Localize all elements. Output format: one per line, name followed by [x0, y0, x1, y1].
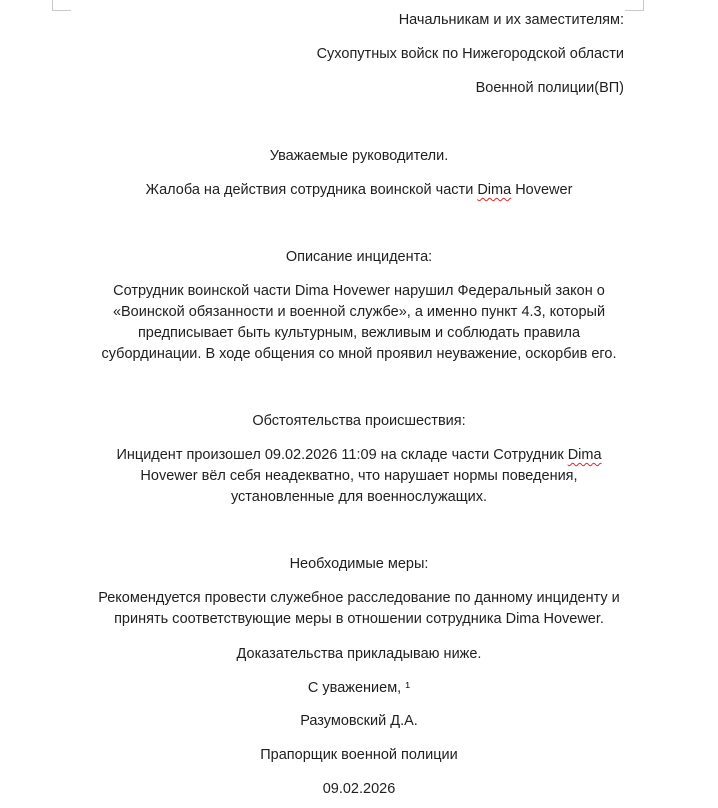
circumstances-line-1-prefix: Инцидент произошел 09.02.2026 11:09 на складе части Сотрудник — [116, 447, 568, 463]
measures-line-2: принять соответствующие меры в отношении сотрудника Dima Hovewer. — [114, 611, 604, 627]
subject-name-last: Hovewer — [511, 182, 573, 198]
incident-line-3: предписывает быть культурным, вежливым и соблюдать правила — [137, 325, 581, 341]
circumstances-heading: Обстоятельства происшествия: — [252, 413, 466, 429]
circumstances-line-3: установленные для военнослужащих. — [230, 489, 488, 505]
circumstances-line-2: Hovewer вёл себя неадекватно, что нарушает нормы поведения, — [140, 468, 578, 484]
recipient-line-1: Начальникам и их заместителям: — [398, 12, 624, 28]
incident-line-2: «Воинской обязанности и военной службе», а именно пункт 4.3, который — [112, 304, 606, 320]
closing: С уважением, ¹ — [307, 680, 411, 696]
signature-name: Разумовский Д.А. — [300, 713, 418, 729]
margin-corner-mark-right — [625, 0, 644, 11]
measures-heading: Необходимые меры: — [289, 556, 429, 572]
evidence-note: Доказательства прикладываю ниже. — [236, 646, 482, 662]
signature-title: Прапорщик военной полиции — [260, 747, 458, 763]
subject-prefix: Жалоба на действия сотрудника воинской части — [145, 182, 478, 198]
incident-line-1: Сотрудник воинской части Dima Hovewer нарушил Федеральный закон о — [113, 283, 605, 299]
subject-line — [0, 180, 718, 200]
circumstances-line-1 — [0, 445, 718, 465]
document-date: 09.02.2026 — [322, 781, 396, 797]
incident-line-4: субординации. В ходе общения со мной проявил неуважение, оскорбив его. — [101, 346, 617, 362]
incident-heading: Описание инцидента: — [285, 249, 433, 265]
greeting: Уважаемые руководители. — [269, 148, 449, 164]
circumstances-line-1-name: Dima — [567, 447, 602, 463]
recipient-line-2: Сухопутных войск по Нижегородской области — [316, 46, 624, 62]
recipient-line-3: Военной полиции(ВП) — [475, 80, 624, 96]
subject-name-first: Dima — [477, 182, 512, 198]
measures-line-1: Рекомендуется провести служебное расследование по данному инциденту и — [98, 590, 620, 606]
margin-corner-mark-left — [52, 0, 71, 11]
